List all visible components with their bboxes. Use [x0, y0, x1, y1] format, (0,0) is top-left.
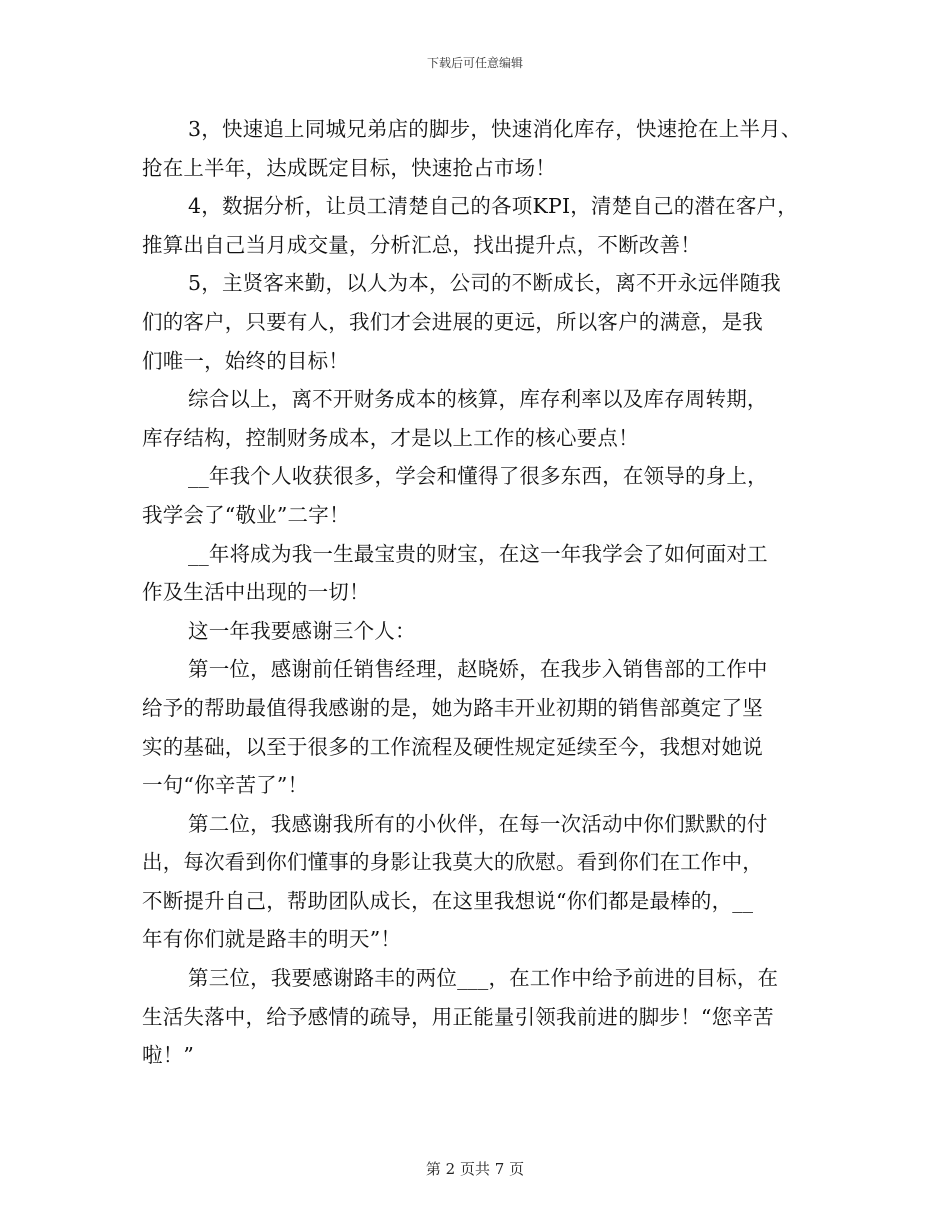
paragraph: [142, 380, 822, 457]
paragraph: [142, 612, 822, 651]
text-line: 推算出自己当月成交量，分析汇总，找出提升点，不断改善！: [142, 232, 701, 257]
text-line: 出，每次看到你们懂事的身影让我莫大的欣慰。看到你们在工作中，: [142, 850, 763, 875]
text-line: 库存结构，控制财务成本，才是以上工作的核心要点！: [142, 425, 639, 450]
text-line: 们的客户，只要有人，我们才会进展的更远，所以客户的满意，是我: [142, 309, 763, 334]
text-line: 年有你们就是路丰的明天”！: [142, 927, 402, 952]
paragraph: [142, 264, 822, 380]
paragraph: [142, 650, 822, 804]
page-footer: 第 2 页共 7 页: [425, 1160, 525, 1178]
text-line: 不断提升自己，帮助团队成长，在这里我想说“你们都是最棒的，__: [142, 888, 754, 913]
page-header: 下载后可任意编辑: [426, 56, 523, 70]
text-line: 4，数据分析，让员工清楚自己的各项KPI，清楚自己的潜在客户，: [188, 194, 798, 219]
text-line: 第一位，感谢前任销售经理，赵晓娇，在我步入销售部的工作中: [188, 657, 768, 682]
text-line: 抢在上半年，达成既定目标，快速抢占市场！: [142, 155, 556, 180]
document-body: [142, 110, 822, 1075]
text-line: 一句“你辛苦了”！: [142, 773, 309, 798]
paragraph: [142, 110, 822, 187]
paragraph: [142, 187, 822, 264]
text-line: 第二位，我感谢我所有的小伙伴，在每一次活动中你们默默的付: [188, 811, 768, 836]
text-line: __年将成为我一生最宝贵的财宝，在这一年我学会了如何面对工: [188, 541, 768, 566]
text-line: 啦！”: [142, 1043, 195, 1068]
text-line: 给予的帮助最值得我感谢的是，她为路丰开业初期的销售部奠定了坚: [142, 695, 763, 720]
text-line: __年我个人收获很多，学会和懂得了很多东西，在领导的身上，: [188, 464, 768, 489]
paragraph: [142, 457, 822, 534]
paragraph: [142, 535, 822, 612]
text-line: 们唯一，始终的目标！: [142, 348, 349, 373]
text-line: 这一年我要感谢三个人：: [188, 618, 416, 643]
text-line: 实的基础，以至于很多的工作流程及硬性规定延续至今，我想对她说: [142, 734, 763, 759]
text-line: 第三位，我要感谢路丰的两位___，在工作中给予前进的目标，在: [188, 966, 779, 991]
text-line: 3，快速追上同城兄弟店的脚步，快速消化库存，快速抢在上半月、: [188, 117, 802, 141]
text-line: 5，主贤客来勤，以人为本，公司的不断成长，离不开永远伴随我: [188, 271, 781, 296]
paragraph: [142, 959, 822, 1075]
text-line: 作及生活中出现的一切！: [142, 580, 370, 605]
text-line: 综合以上，离不开财务成本的核算，库存利率以及库存周转期，: [188, 387, 768, 412]
paragraph: [142, 805, 822, 959]
text-line: 生活失落中，给予感情的疏导，用正能量引领我前进的脚步！“您辛苦: [142, 1004, 774, 1029]
text-line: 我学会了“敬业”二字！: [142, 502, 350, 527]
